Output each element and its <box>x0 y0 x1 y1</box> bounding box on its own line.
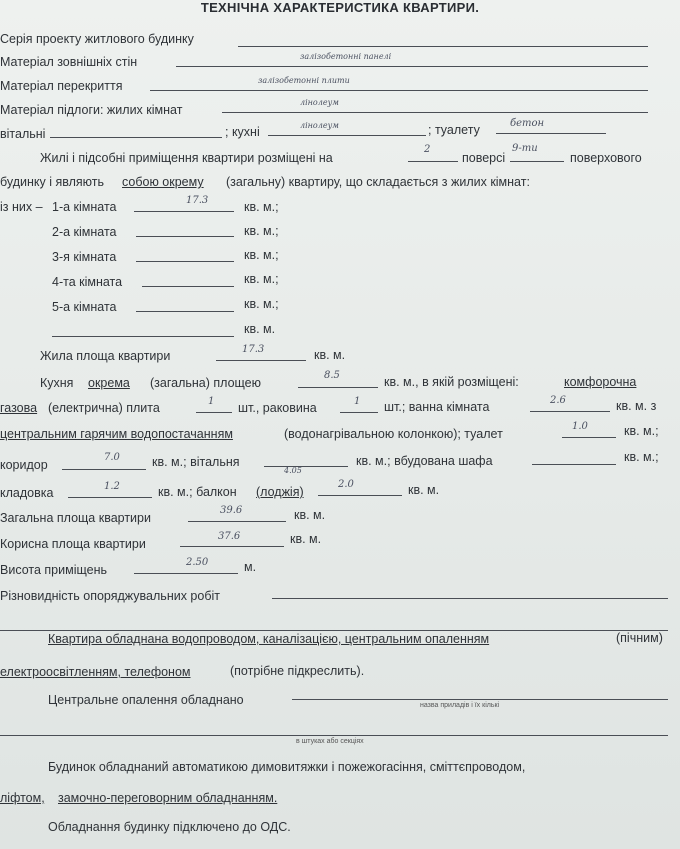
kitchen-floor-line <box>268 135 426 136</box>
room-extra-unit: кв. м. <box>244 322 276 336</box>
balcony-line <box>318 495 402 496</box>
series-label: Серія проекту житлового будинку <box>0 32 194 46</box>
storage-line <box>68 497 152 498</box>
bath-area-line <box>530 411 610 412</box>
room-1-unit: кв. м.; <box>244 200 279 214</box>
kitchen-text-14: кв. м. <box>408 483 440 497</box>
finishing-line <box>272 598 668 599</box>
room-5-label: 5-а кімната <box>52 300 117 314</box>
corridor-label: коридор <box>0 458 48 472</box>
useful-area-label: Корисна площа квартири <box>0 537 146 551</box>
floor-no-value: 2 <box>424 144 431 155</box>
floor-value: лінолеум <box>300 98 339 107</box>
kitchen-text-12: кв. м.; <box>624 450 659 464</box>
room-1-line <box>134 211 234 212</box>
storage-label: кладовка <box>0 486 54 500</box>
location-text-4: будинку і являють <box>0 175 105 189</box>
storage-value: 1.2 <box>104 481 120 492</box>
kitchen-text-3: кв. м., в якій розміщені: <box>384 375 519 389</box>
total-area-value: 39.6 <box>220 505 243 516</box>
floors-total-line <box>510 161 564 162</box>
room-4-unit: кв. м.; <box>244 272 279 286</box>
toilet-floor-value: бетон <box>510 118 545 129</box>
wardrobe-line <box>532 464 616 465</box>
location-text-1: Жилі і підсобні приміщення квартири розміщені на <box>40 151 333 165</box>
location-text-2: поверсі <box>462 151 506 165</box>
toilet-area-value: 1.0 <box>572 421 588 432</box>
finishing-label: Різновидність опоряджувальних робіт <box>0 589 220 603</box>
location-text-5: (загальну) квартиру, що складається з жилих кімнат: <box>226 175 530 189</box>
building-lift: ліфтом, <box>0 791 45 805</box>
finishing-line-2 <box>0 630 668 631</box>
building-text-1: Будинок обладнаний автоматикою димовитяжки і пожежогасіння, сміттєпроводом, <box>48 760 526 774</box>
location-option-separate: собою окрему <box>122 175 204 189</box>
walls-label: Матеріал зовнішніх стін <box>0 55 138 69</box>
sink-count-value: 1 <box>354 396 361 407</box>
walls-value: залізобетонні панелі <box>300 52 392 61</box>
corridor-value: 7.0 <box>104 452 120 463</box>
heating-line <box>292 699 668 700</box>
toilet-area-line <box>562 437 616 438</box>
building-intercom: замочно-переговорним обладнанням. <box>58 791 278 805</box>
document-title: ТЕХНІЧНА ХАРАКТЕРИСТИКА КВАРТИРИ. <box>200 0 480 15</box>
rooms-prefix: із них – <box>0 200 43 214</box>
room-2-label: 2-а кімната <box>52 225 117 239</box>
building-text-3: Обладнання будинку підключено до ОДС. <box>48 820 291 834</box>
hall-area-line <box>264 466 348 467</box>
walls-line <box>176 66 648 67</box>
living-area-line <box>216 360 306 361</box>
kitchen-option-separate: окрема <box>88 376 130 390</box>
useful-area-unit: кв. м. <box>290 532 322 546</box>
stove-count-value: 1 <box>208 396 215 407</box>
room-1-value: 17.3 <box>186 195 209 206</box>
kitchen-text-6: шт.; ванна кімната <box>384 400 490 414</box>
useful-area-value: 37.6 <box>218 531 241 542</box>
kitchen-hot-water: центральним гарячим водопостачанням <box>0 427 233 441</box>
living-area-unit: кв. м. <box>314 348 346 362</box>
bath-area-value: 2.6 <box>550 395 566 406</box>
series-line <box>238 46 648 47</box>
total-area-label: Загальна площа квартири <box>0 511 151 525</box>
room-4-line <box>142 286 234 287</box>
kitchen-text-5: шт., раковина <box>238 401 317 415</box>
room-2-line <box>136 236 234 237</box>
floor-no-line <box>408 161 458 162</box>
kitchen-area-line <box>298 387 378 388</box>
kitchen-text-8: (водонагрівальною колонкою); туалет <box>284 427 503 441</box>
equipment-text-2: (пічним) <box>616 631 663 645</box>
balcony-value: 2.0 <box>338 479 354 490</box>
toilet-floor-label: ; туалету <box>428 123 480 137</box>
floors-total-value: 9-ти <box>512 143 538 154</box>
kitchen-text-13: кв. м.; балкон <box>158 485 237 499</box>
ceiling-line <box>150 90 648 91</box>
room-5-unit: кв. м.; <box>244 297 279 311</box>
hall-area-note: 4.05 <box>284 466 302 475</box>
heating-line-2 <box>0 735 668 736</box>
kitchen-floor-value: лінолеум <box>300 121 339 130</box>
kitchen-text-10: кв. м.; вітальня <box>152 455 240 469</box>
room-extra-line <box>52 336 234 337</box>
hall-line <box>50 137 222 138</box>
room-3-line <box>136 261 234 262</box>
room-2-unit: кв. м.; <box>244 224 279 238</box>
living-area-value: 17.3 <box>242 344 265 355</box>
useful-area-line <box>180 546 284 547</box>
heating-label: Центральне опалення обладнано <box>48 693 244 707</box>
room-3-unit: кв. м.; <box>244 248 279 262</box>
heating-hint-2: в штуках або секціях <box>296 738 364 745</box>
kitchen-stove-gas: газова <box>0 401 38 415</box>
toilet-floor-line <box>496 133 606 134</box>
floor-line <box>222 112 648 113</box>
kitchen-floor-label: ; кухні <box>225 125 260 139</box>
ceiling-height-value: 2.50 <box>186 557 209 568</box>
heating-hint-1: назва приладів і їх кількі <box>420 702 500 709</box>
ceiling-label: Матеріал перекриття <box>0 79 123 93</box>
location-text-3: поверхового <box>570 151 642 165</box>
living-area-label: Жила площа квартири <box>40 349 171 363</box>
room-3-label: 3-я кімната <box>52 250 117 264</box>
total-area-unit: кв. м. <box>294 508 326 522</box>
balcony-option-loggia: (лоджія) <box>256 485 304 499</box>
room-5-line <box>136 311 234 312</box>
kitchen-area-value: 8.5 <box>324 370 340 381</box>
sink-count-line <box>340 412 378 413</box>
floor-label: Матеріал підлоги: жилих кімнат <box>0 103 183 117</box>
room-4-label: 4-та кімната <box>52 275 123 289</box>
kitchen-text-11: кв. м.; вбудована шафа <box>356 454 493 468</box>
stove-count-line <box>196 412 232 413</box>
equipment-text-1: Квартира обладнана водопроводом, каналізацією, центральним опаленням <box>48 632 490 646</box>
corridor-line <box>62 469 146 470</box>
equipment-text-4: (потрібне підкреслить). <box>230 664 365 678</box>
kitchen-text-7: кв. м. з <box>616 399 657 413</box>
kitchen-text-9: кв. м.; <box>624 424 659 438</box>
ceiling-height-line <box>134 573 238 574</box>
kitchen-text-2: (загальна) площею <box>150 376 262 390</box>
ceiling-height-label: Висота приміщень <box>0 563 107 577</box>
ceiling-height-unit: м. <box>244 560 257 574</box>
hall-label: вітальні <box>0 127 46 141</box>
kitchen-text-1: Кухня <box>40 376 74 390</box>
ceiling-value: залізобетонні плити <box>258 76 350 85</box>
kitchen-text-4: (електрична) плита <box>48 401 160 415</box>
room-1-label: 1-а кімната <box>52 200 117 214</box>
kitchen-stove-burner: комфорочна <box>564 375 637 389</box>
total-area-line <box>188 521 286 522</box>
equipment-text-3: електроосвітленням, телефоном <box>0 665 191 679</box>
